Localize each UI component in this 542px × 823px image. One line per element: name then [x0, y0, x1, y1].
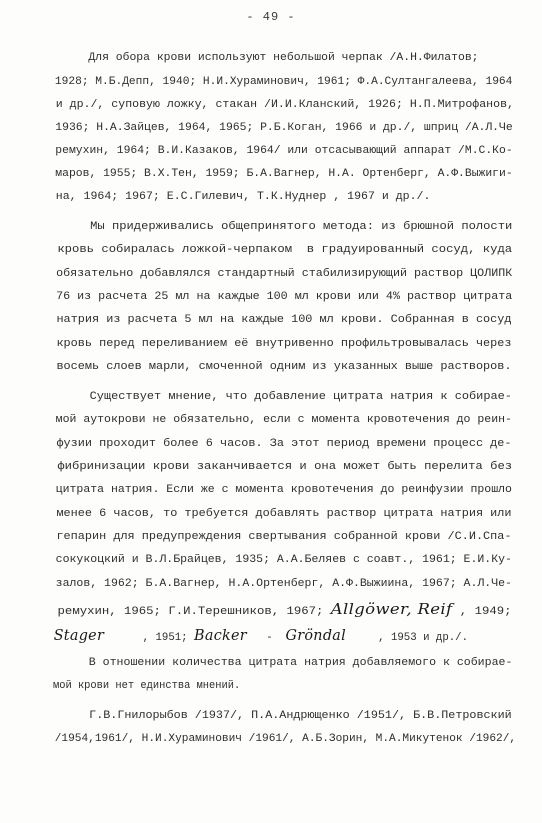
text-segment: 1936; Н.А.Зайцев, 1964, 1965; Р.Б.Коган, 1966 и др./, шприц /А.Л.Че	[55, 122, 513, 135]
text-segment: , 1953 и др./.	[346, 632, 469, 645]
text-segment: /1954,1961/, Н.И.Хураминович /1961/, А.Б.Зорин, М.А.Микутенок /1962/,	[54, 733, 517, 746]
text-segment: залов, 1962; Б.А.Вагнер, Н.А.Ортенберг, А.Ф.Выжиина, 1967; А.Л.Че-	[55, 578, 512, 591]
text-segment: , 1949;	[452, 606, 512, 619]
text-line	[28, 351, 512, 385]
text-segment: на, 1964; 1967; Е.С.Гилевич, Т.К.Нуднер , 1967 и др./.	[55, 191, 431, 204]
text-segment: ремухин, 1965; Г.И.Терешников, 1967;	[57, 606, 331, 619]
text-segment: Г.В.Гнилорыбов /1937/, П.А.Андрющенко /1951/, Б.В.Петровский	[89, 710, 512, 723]
text-segment: цитрата натрия. Если же с момента кровотечения до реинфузии прошло	[55, 484, 512, 497]
text-segment: кровь перед переливанием её внутривенно профильтровывалась через	[56, 338, 512, 351]
text-segment: -	[246, 632, 286, 645]
text-line	[28, 723, 516, 757]
handwritten-name: Gröndal	[285, 626, 347, 645]
text-segment: 76 из расчета 25 мл на каждые 100 мл крови или 4% раствор цитрата	[56, 291, 513, 304]
text-line	[28, 181, 430, 215]
text-segment: , 1951;	[104, 632, 195, 645]
text-segment: кровь собиралась ложкой-черпаком в градуированный сосуд, куда	[57, 244, 513, 257]
handwritten-name: Allgöwer, Reif	[330, 600, 453, 619]
text-segment: В отношении количества цитрата натрия добавляемого к собирае-	[88, 657, 513, 670]
text-segment: ремухин, 1964; В.И.Казаков, 1964/ или отсасывающий аппарат /М.С.Ко-	[55, 145, 513, 158]
text-segment: мой аутокрови не обязательно, если с момента кровотечения до реин-	[55, 414, 512, 427]
text-segment: маров, 1955; В.Х.Тен, 1959; Б.А.Вагнер, Н.А. Ортенберг, А.Ф.Выжиги-	[55, 168, 513, 181]
text-segment: восемь слоев марли, смоченной одним из указанных выше растворов.	[56, 361, 512, 374]
text-segment: Мы придерживались общепринятого метода: из брюшной полости	[90, 221, 513, 234]
text-segment: обязательно добавлялся стандартный стабилизирующий раствор ЦОЛИПК	[56, 268, 513, 281]
text-segment: 1928; М.Б.Депп, 1940; Н.И.Хураминович, 1961; Ф.А.Султангалеева, 1964	[54, 76, 513, 89]
handwritten-name: Stager	[53, 626, 105, 645]
text-segment: натрия из расчета 5 мл на каждые 100 мл крови. Собранная в сосуд	[56, 314, 512, 327]
text-segment: сокукоцкий и В.Л.Брайцев, 1935; А.А.Беляев с соавт., 1961; Е.И.Ку-	[55, 554, 512, 567]
text-segment: Существует мнение, что добавление цитрата натрия к собирае-	[89, 391, 512, 404]
text-segment: гепарин для предупреждения свертывания собранной крови /С.И.Спа-	[56, 531, 512, 544]
text-line	[28, 670, 240, 704]
text-segment: мой крови нет единства мнений.	[52, 680, 241, 693]
text-segment: фузии проходит более 6 часов. За этот период времени процесс де-	[56, 438, 512, 451]
page-number: - 49 -	[246, 10, 296, 24]
text-segment: Для обора крови используют небольшой черпак /А.Н.Филатов;	[88, 52, 479, 65]
text-segment: менее 6 часов, то требуется добавлять раствор цитрата натрия или	[56, 508, 512, 521]
text-segment: фибринизации крови заканчивается и она может быть перелита без	[57, 461, 513, 474]
handwritten-name: Backer	[194, 626, 247, 645]
text-segment: и др./, суповую ложку, стакан /И.И.Кланский, 1926; Н.П.Митрофанов,	[55, 99, 514, 112]
